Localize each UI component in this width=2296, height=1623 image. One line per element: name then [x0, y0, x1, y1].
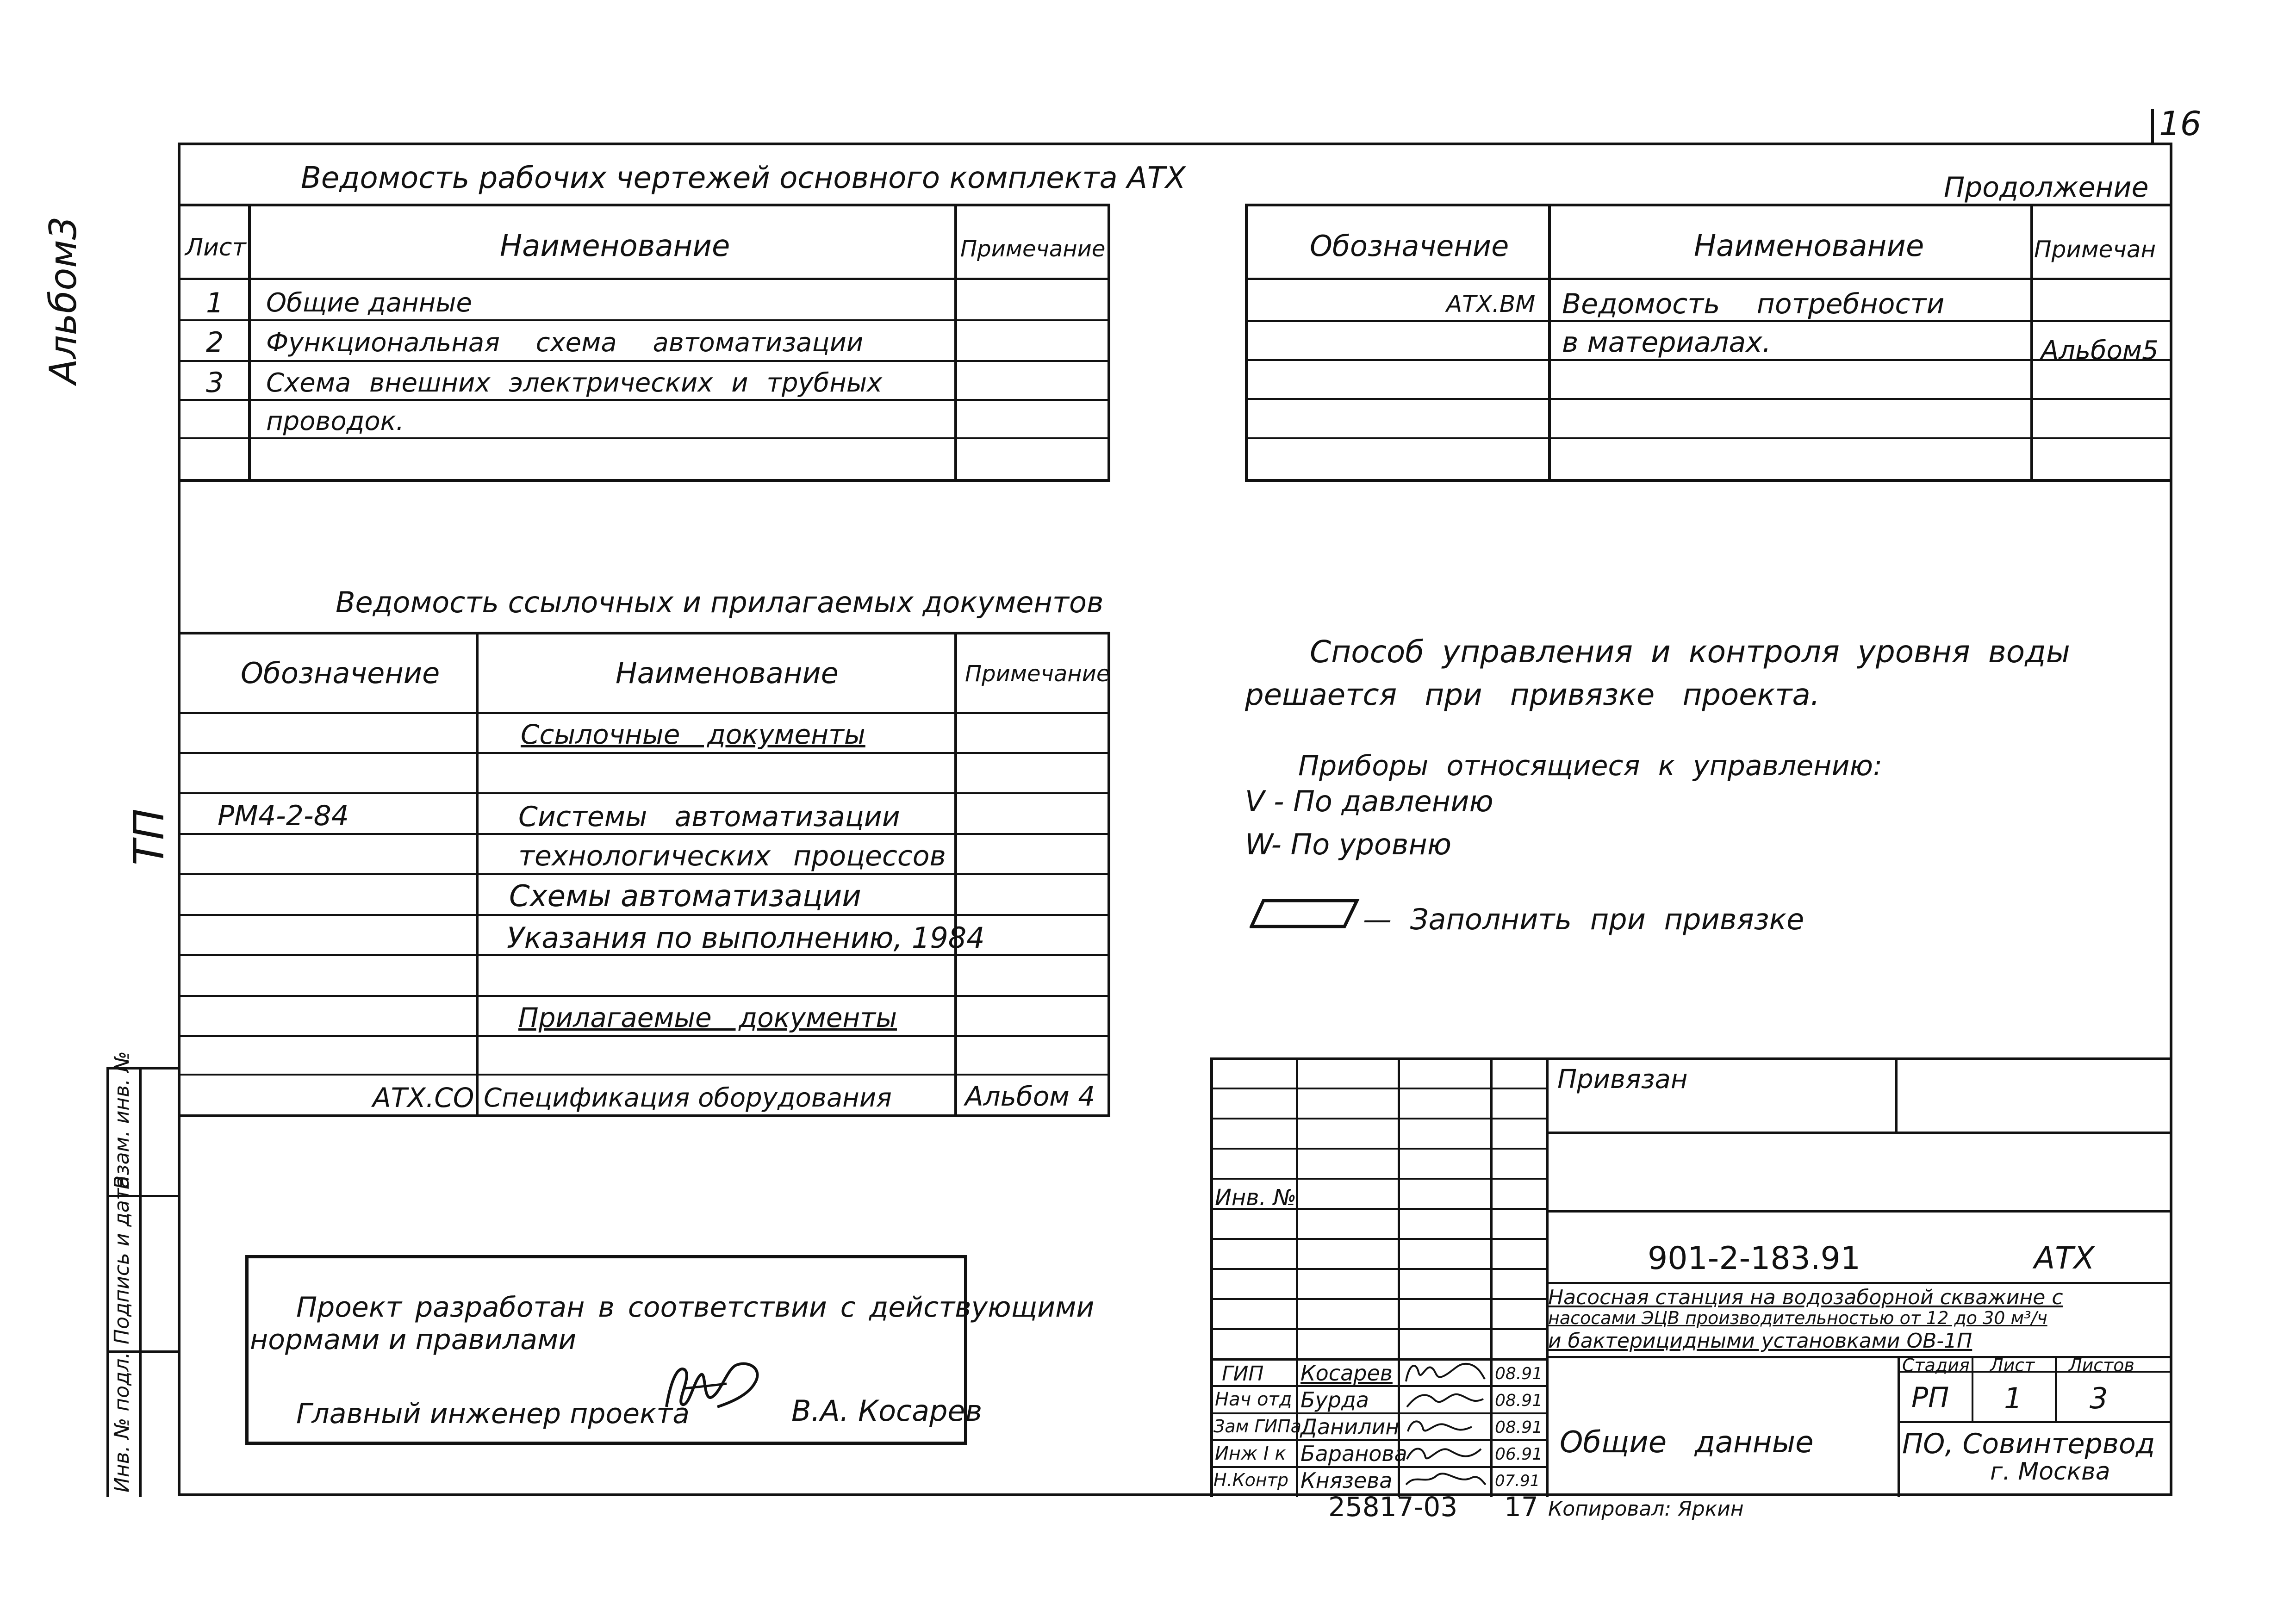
- reference-line: технологических процессов: [518, 840, 946, 872]
- section-attached-label: Прилагаемые документы: [518, 1002, 897, 1033]
- person-date: 08.91: [1495, 1391, 1543, 1410]
- attached-name: Спецификация оборудования: [484, 1083, 892, 1113]
- side-stamp-replaced-inv: Взам. инв. №: [110, 1051, 134, 1189]
- organization: ПО, Совинтервод: [1902, 1428, 2155, 1460]
- album-margin-label: Альбом3: [42, 216, 85, 384]
- person-name: Данилин: [1300, 1414, 1400, 1439]
- signature-knyazeva: [1402, 1466, 1488, 1492]
- person-role: Нач отд: [1215, 1389, 1292, 1410]
- project-description: насосами ЭЦВ производительностью от 12 до 30 м³/ч: [1548, 1308, 2047, 1328]
- signature-danilin: [1402, 1413, 1488, 1438]
- drawing-list-header-sheet: Лист: [185, 234, 246, 261]
- references-title: Ведомость ссылочных и прилагаемых документов: [336, 585, 1104, 619]
- organization-city: г. Москва: [1990, 1458, 2110, 1486]
- person-date: 08.91: [1495, 1364, 1543, 1383]
- chief-engineer-signature: [657, 1351, 778, 1421]
- section-referenced-label: Ссылочные документы: [521, 719, 865, 750]
- continuation-header-name: Наименование: [1694, 229, 1924, 263]
- person-role: Н.Контр: [1213, 1470, 1288, 1490]
- table-row-name: Функциональная схема автоматизации: [266, 328, 864, 358]
- drawing-list-header-note: Примечание: [960, 236, 1106, 262]
- design-note-line-2: нормами и правилами: [250, 1324, 577, 1356]
- document-mark: АТХ: [2034, 1240, 2095, 1276]
- side-stamp-signature-date: Подпись и дата: [110, 1175, 134, 1344]
- side-stamp-inv: Инв. № подл.: [110, 1352, 134, 1492]
- references-header-name: Наименование: [616, 656, 839, 690]
- person-date: 06.91: [1495, 1445, 1543, 1464]
- signature-kosarev: [1402, 1358, 1488, 1386]
- person-date: 08.91: [1495, 1418, 1543, 1437]
- design-note-line-1: Проект разработан в соответствии с действующими: [296, 1291, 1095, 1324]
- person-name: Бурда: [1300, 1387, 1369, 1412]
- sheet-header: Лист: [1990, 1355, 2035, 1375]
- note-line-1: Способ управления и контроля уровня воды: [1310, 634, 2070, 670]
- signature-baranova: [1402, 1440, 1488, 1465]
- table-row-sheet: 2: [206, 326, 224, 359]
- note-line-2: решается при привязке проекта.: [1245, 678, 1820, 712]
- stage-header: Стадия: [1902, 1355, 1970, 1375]
- person-name: Князева: [1300, 1468, 1393, 1493]
- reference-line: Указания по выполнению, 1984: [507, 921, 985, 955]
- table-row-name: в материалах.: [1562, 326, 1771, 359]
- device-v-item: V - По давлению: [1245, 784, 1493, 818]
- continuation-header-note: Примечан: [2034, 236, 2156, 263]
- table-row-name: Ведомость потребности: [1562, 288, 1945, 320]
- chief-engineer-name: В.А. Косарев: [791, 1394, 983, 1428]
- stage-value: РП: [1911, 1381, 1949, 1414]
- person-role: ГИП: [1222, 1362, 1264, 1386]
- person-date: 07.91: [1495, 1472, 1540, 1490]
- drawing-list-title: Ведомость рабочих чертежей основного комплекта АТХ: [301, 161, 1186, 195]
- footer-sheet: 17: [1504, 1491, 1538, 1523]
- inv-number-label: Инв. №: [1215, 1185, 1297, 1211]
- attached-designation: АТХ.СО: [373, 1082, 474, 1113]
- drawing-list-header-name: Наименование: [500, 229, 730, 263]
- project-description: и бактерицидными установками ОВ-1П: [1548, 1329, 1972, 1353]
- person-role: Зам ГИПа: [1213, 1416, 1301, 1436]
- page-number: 16: [2159, 104, 2202, 143]
- bound-label: Привязан: [1557, 1064, 1688, 1094]
- fill-placeholder-icon: [1250, 898, 1361, 930]
- reference-designation: РМ4-2-84: [218, 800, 349, 832]
- sheets-header: Листов: [2069, 1355, 2134, 1375]
- person-name: Косарев: [1300, 1361, 1393, 1386]
- table-row-name: Схема внешних электрических и трубных: [266, 368, 883, 398]
- continuation-label: Продолжение: [1944, 171, 2149, 204]
- project-description: Насосная станция на водозаборной скважине с: [1548, 1286, 2063, 1309]
- footer-copied: Копировал: Яркин: [1548, 1497, 1744, 1521]
- signature-burda: [1402, 1386, 1488, 1412]
- references-header-note: Примечание: [965, 661, 1110, 687]
- table-row-note: Альбом5: [2041, 336, 2159, 366]
- footer-number: 25817-03: [1328, 1491, 1458, 1523]
- tp-margin-label: ТП: [125, 808, 174, 865]
- table-row-sheet: 1: [206, 287, 224, 319]
- person-role: Инж I к: [1215, 1443, 1286, 1464]
- project-code: 901-2-183.91: [1648, 1240, 1861, 1277]
- sheet-value: 1: [2004, 1381, 2022, 1415]
- references-header-designation: Обозначение: [241, 656, 440, 690]
- chief-engineer-label: Главный инженер проекта: [296, 1398, 690, 1430]
- device-w-item: W- По уровню: [1245, 827, 1452, 861]
- attached-note: Альбом 4: [965, 1081, 1095, 1112]
- table-row-sheet: 3: [206, 367, 224, 399]
- continuation-header-designation: Обозначение: [1310, 229, 1509, 263]
- fill-legend: — Заполнить при привязке: [1363, 902, 1804, 936]
- table-row-name: проводок.: [266, 406, 404, 436]
- sheet-title: Общие данные: [1560, 1425, 1814, 1460]
- reference-line: Системы автоматизации: [518, 801, 900, 833]
- table-row-designation: АТХ.ВМ: [1446, 291, 1536, 317]
- person-name: Баранова: [1300, 1441, 1407, 1466]
- table-row-name: Общие данные: [266, 288, 472, 318]
- devices-title: Приборы относящиеся к управлению:: [1298, 750, 1883, 782]
- reference-line: Схемы автоматизации: [509, 879, 861, 914]
- sheets-value: 3: [2090, 1381, 2108, 1415]
